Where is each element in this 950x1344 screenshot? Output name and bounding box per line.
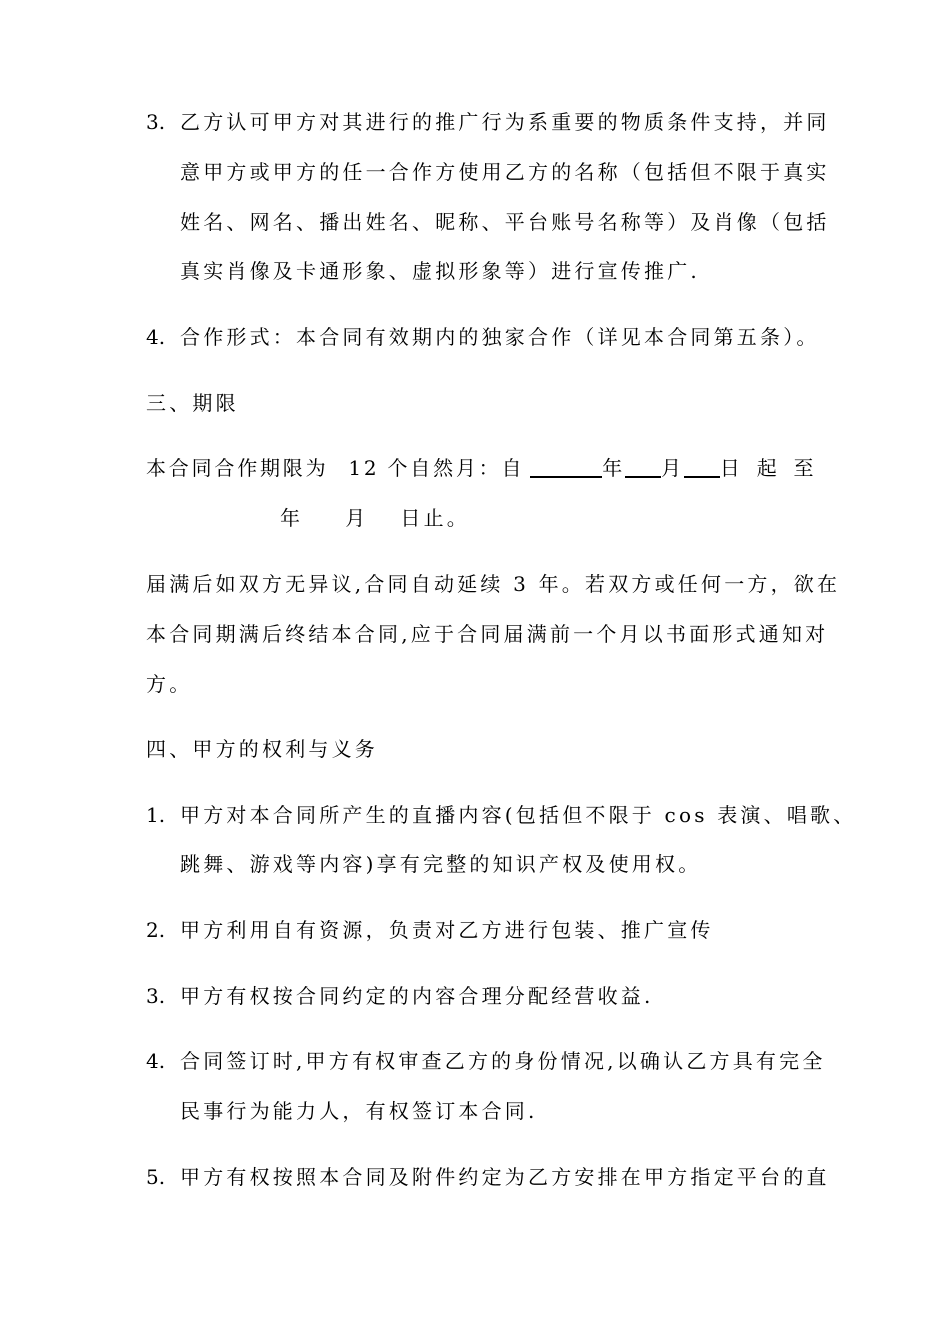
renewal-line-3: 方。	[146, 672, 193, 696]
item-4-line-2: 民事行为能力人，有权签订本合同.	[180, 1099, 538, 1123]
end-month-label: 月	[345, 506, 369, 530]
clause-4: 4. 合作形式：本合同有效期内的独家合作（详见本合同第五条）。	[146, 325, 820, 349]
renewal-line-1: 届满后如双方无异议,合同自动延续 3 年。若双方或任何一方，欲在	[146, 572, 841, 596]
start-year-blank	[530, 456, 602, 478]
end-year-label: 年	[280, 506, 304, 530]
item-1-line-2: 跳舞、游戏等内容)享有完整的知识产权及使用权。	[180, 852, 702, 876]
term-end-line	[280, 506, 470, 530]
term-months: 12	[348, 456, 380, 480]
item-1-line-1: 1. 甲方对本合同所产生的直播内容(包括但不限于 cos 表演、唱歌、	[146, 803, 857, 827]
item-4-line-1: 4. 合同签订时,甲方有权审查乙方的身份情况,以确认乙方具有完全	[146, 1049, 826, 1073]
item-2: 2. 甲方利用自有资源，负责对乙方进行包装、推广宣传	[146, 918, 714, 942]
item-5: 5. 甲方有权按照本合同及附件约定为乙方安排在甲方指定平台的直	[146, 1165, 830, 1189]
clause-number: 3.	[146, 110, 166, 134]
section-4-heading: 四、甲方的权利与义务	[146, 737, 378, 761]
section-3-heading: 三、期限	[146, 391, 239, 415]
end-day-suffix: 日止。	[400, 506, 471, 530]
item-3: 3. 甲方有权按合同约定的内容合理分配经营收益.	[146, 984, 654, 1008]
start-day-blank	[684, 456, 720, 478]
clause-3-line-3: 姓名、网名、播出姓名、昵称、平台账号名称等）及肖像（包括	[180, 210, 830, 234]
start-month-blank	[625, 456, 661, 478]
clause-3-line-1: 3. 乙方认可甲方对其进行的推广行为系重要的物质条件支持，并同	[146, 110, 830, 134]
clause-3-line-4: 真实肖像及卡通形象、虚拟形象等）进行宣传推广.	[180, 259, 700, 283]
clause-3-line-2: 意甲方或甲方的任一合作方使用乙方的名称（包括但不限于真实	[180, 160, 830, 184]
renewal-line-2: 本合同期满后终结本合同,应于合同届满前一个月以书面形式通知对	[146, 622, 829, 646]
term-line: 本合同合作期限为 12 个自然月：自 年 月 日 起 至	[146, 456, 817, 480]
clause-number: 4.	[146, 325, 166, 349]
